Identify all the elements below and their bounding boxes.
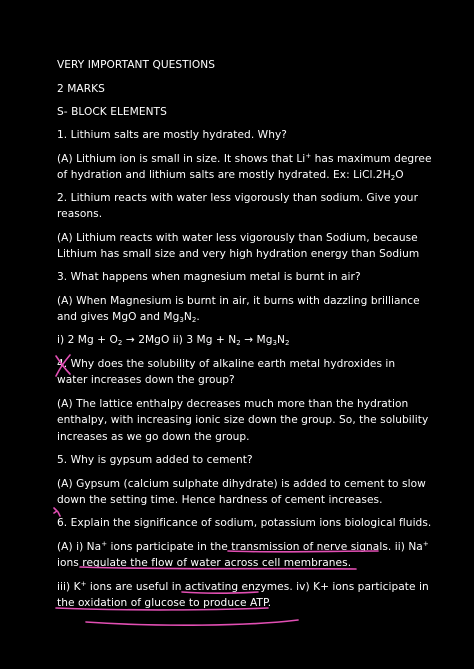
question-2-line-2: reasons.	[57, 208, 103, 220]
answer-4-line-2: enthalpy, with increasing ionic size down the group. So, the solubility	[57, 414, 429, 426]
document-title: VERY IMPORTANT QUESTIONS	[57, 59, 215, 71]
question-4-line-1: 4. Why does the solubility of alkaline earth metal hydroxides in	[57, 358, 396, 370]
answer-3-line-1: (A) When Magnesium is burnt in air, it burns with dazzling brilliance	[57, 295, 420, 307]
answer-6-line-4: the oxidation of glucose to produce ATP.	[57, 597, 272, 609]
answer-1-line-1: (A) Lithium ion is small in size. It shows that Li+ has maximum degree	[57, 152, 432, 165]
answer-3-line-2: and gives MgO and $Mg_3N_2$.	[57, 311, 200, 324]
question-1: 1. Lithium salts are mostly hydrated. Why?	[57, 129, 287, 141]
star-mark-question-6	[54, 508, 60, 516]
section-heading: S- BLOCK ELEMENTS	[57, 106, 167, 118]
question-5: 5. Why is gypsum added to cement?	[57, 454, 253, 466]
answer-6-line-3: iii) K+ ions are useful in activating enzymes. iv) K+ ions participate in	[57, 580, 429, 593]
answer-2-line-2: Lithium has small size and very high hydration energy than Sodium	[57, 248, 420, 260]
answer-5-line-2: down the setting time. Hence hardness of cement increases.	[57, 494, 383, 506]
marks-heading: 2 MARKS	[57, 83, 105, 95]
answer-6-line-2: ions regulate the flow of water across cell membranes.	[57, 557, 352, 569]
reaction-equations: i) 2 $Mg + O_2 \to 2MgO$ ii) 3 $Mg + N_2 \to Mg_3N_2$	[57, 334, 290, 347]
question-2-line-1: 2. Lithium reacts with water less vigorously than sodium. Give your	[57, 192, 418, 204]
question-6: 6. Explain the significance of sodium, potassium ions biological fluids.	[57, 517, 432, 529]
answer-4-line-3: increases as we go down the group.	[57, 431, 250, 443]
answer-6-line-1: (A) i) Na+ ions participate in the transmission of nerve signals. ii) Na+	[57, 540, 429, 553]
answer-1-line-2: of hydration and lithium salts are mostly hydrated. Ex: $LiCl.2H_2O$	[57, 169, 404, 182]
question-4-line-2: water increases down the group?	[57, 374, 235, 386]
answer-5-line-1: (A) Gypsum (calcium sulphate dihydrate) is added to cement to slow	[57, 478, 426, 490]
question-3: 3. What happens when magnesium metal is burnt in air?	[57, 271, 361, 283]
extra-underline-bottom	[86, 620, 298, 625]
answer-2-line-1: (A) Lithium reacts with water less vigorously than Sodium, because	[57, 232, 418, 244]
answer-4-line-1: (A) The lattice enthalpy decreases much more than the hydration	[57, 398, 409, 410]
